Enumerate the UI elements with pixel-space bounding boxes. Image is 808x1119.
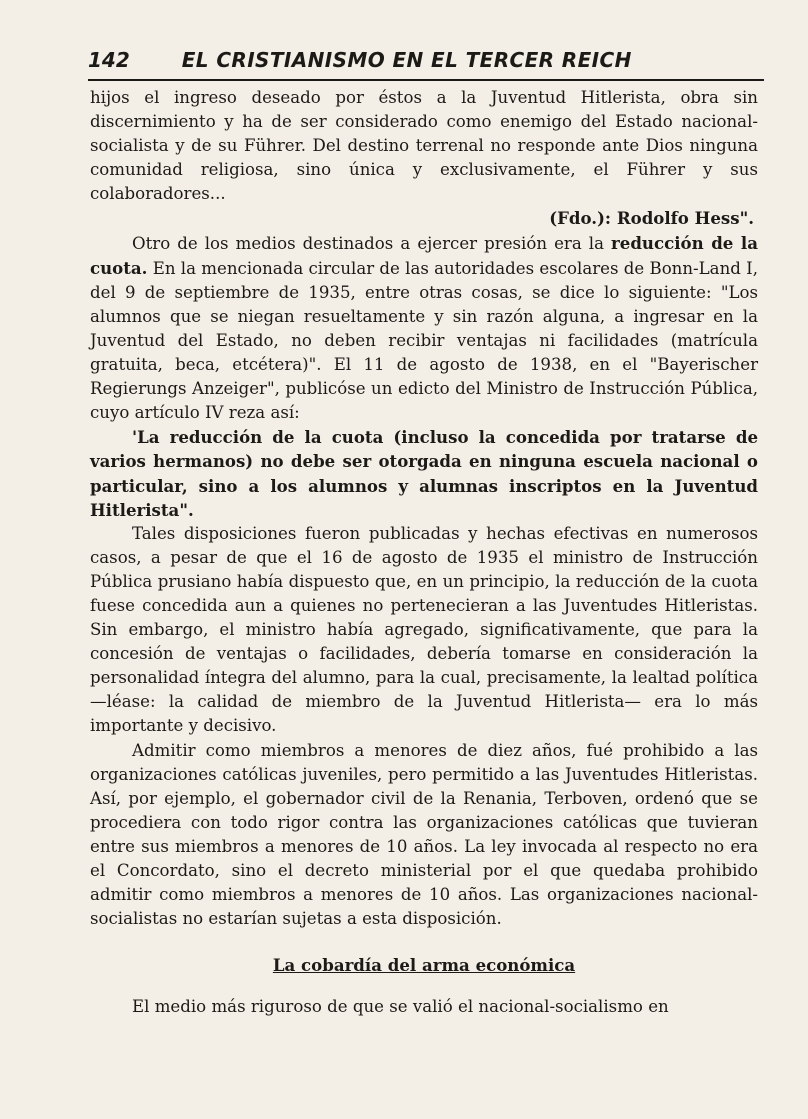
- page-header: [88, 48, 758, 72]
- page-number: 142: [88, 48, 130, 72]
- paragraph-2-lead: Otro de los medios destinados a ejercer presión era la: [132, 233, 612, 253]
- paragraph-4: Admitir como miembros a menores de diez años, fué prohibido a las organizaciones católicas juveniles, pero permitido a las Juventudes Hitleristas. Así, por ejemplo, el gobernador civil de la Renania, Terboven, ordenó que se procediera con todo rigor contra las organizaciones católicas que tuvieran entre sus miembros a menores de 10 años. La ley invocada al respecto no era el Concordato, sino el decreto ministerial por el que quedaba prohibido admitir como miembros a menores de 10 años. Las organizaciones nacional-socialistas no estarían sujetas a esta disposición.: [90, 740, 758, 929]
- section-heading: La cobardía del arma económica: [272, 955, 576, 976]
- paragraph-3: Tales disposiciones fueron publicadas y hechas efectivas en numerosos casos, a pesar de que el 16 de agosto de 1935 el ministro de Instrucción Pública prusiano había dispuesto que, en un principio, la reducción de la cuota fuese concedida aun a quienes no pertenecieran a las Juventudes Hitleristas. Sin embargo, el ministro había agregado, significativamente, que para la concesión de ventajas o facilidades, debería tomarse en consideración la personalidad íntegra del alumno, para la cual, precisamente, la lealtad política —léase: la calidad de miembro de la Juventud Hitlerista— era lo más importante y decisivo.: [90, 523, 758, 736]
- paragraph-2-rest: En la mencionada circular de las autoridades escolares de Bonn-Land I, del 9 de septiembre de 1935, entre otras cosas, se dice lo siguiente: "Los alumnos que se niegan resueltamente y sin razón alguna, a ingresar en la Juventud del Estado, no deben recibir ventajas ni facilidades (matrícula gratuita, beca, etcétera)". El 11 de agosto de 1938, en el "Bayerischer Regierungs Anzeiger", publicóse un edicto del Ministro de Instrucción Pública, cuyo artículo IV reza así:: [90, 258, 758, 423]
- running-title: EL CRISTIANISMO EN EL TERCER REICH: [181, 48, 632, 72]
- paragraph-1: hijos el ingreso deseado por éstos a la Juventud Hitlerista, obra sin discernimiento y ha de ser considerado como enemigo del Estado nacional-socialista y de su Führer. Del destino terrenal no responde ante Dios ninguna comunidad religiosa, sino única y exclusivamente, el Führer y sus colaboradores...: [90, 88, 758, 204]
- paragraph-5: El medio más riguroso de que se valió el nacional-socialismo en: [132, 997, 669, 1017]
- header-rule: [88, 79, 764, 81]
- paragraph-2: [90, 231, 758, 426]
- quoted-article: 'La reducción de la cuota (incluso la concedida por tratarse de varios hermanos) no debe ser otorgada en ninguna escuela nacional o particular, sino a los alumnos y alumnas inscriptos en la Juventud Hitlerista".: [90, 427, 758, 520]
- body-text: [90, 86, 758, 1019]
- signature: (Fdo.): Rodolfo Hess".: [549, 208, 754, 229]
- paragraph-2-emphasis: reducción de la cuota.: [90, 232, 758, 278]
